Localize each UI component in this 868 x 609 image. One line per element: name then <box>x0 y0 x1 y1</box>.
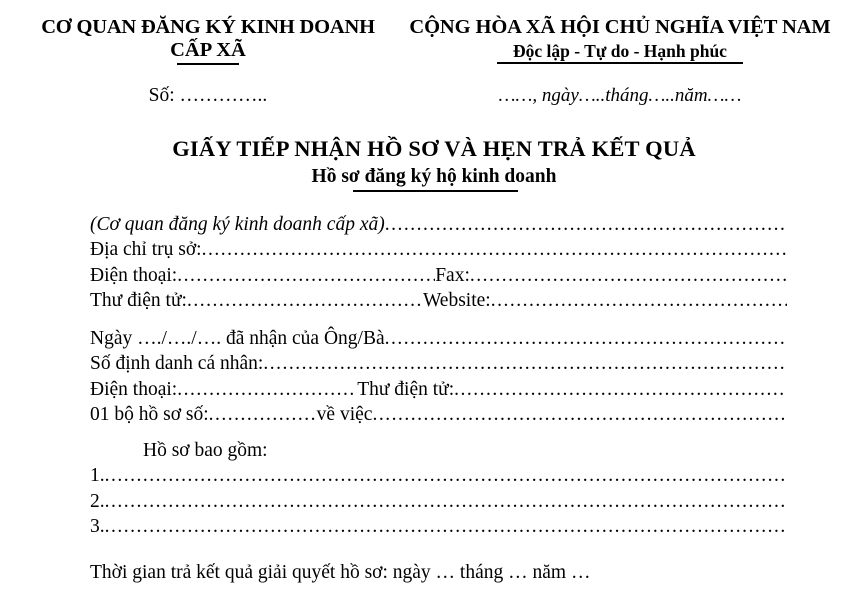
section-gap-2 <box>90 428 787 438</box>
form-body <box>0 212 868 540</box>
received-date-label[interactable]: Ngày …./…./…. đã nhận của Ông/Bà <box>90 327 385 349</box>
applicant-phone-label: Điện thoại: <box>90 378 178 400</box>
section-gap-3 <box>0 540 868 560</box>
phone-label: Điện thoại: <box>90 264 178 286</box>
agency-name-label: (Cơ quan đăng ký kinh doanh cấp xã) <box>90 213 385 235</box>
email-website-row <box>90 288 787 314</box>
contents-item-row <box>90 489 787 515</box>
personal-id-row <box>90 351 787 377</box>
contents-item-input[interactable] <box>105 514 787 540</box>
document-title: GIẤY TIẾP NHẬN HỒ SƠ VÀ HẸN TRẢ KẾT QUẢ <box>172 135 696 161</box>
document-number-field[interactable]: Số: ………….. <box>148 84 268 106</box>
issuing-agency-line1: CƠ QUAN ĐĂNG KÝ KINH DOANH <box>41 16 375 38</box>
national-motto-underline-wrap <box>396 62 844 64</box>
issuing-agency-line2: CẤP XÃ <box>170 38 246 61</box>
address-row <box>90 237 787 263</box>
document-subtitle-underline-wrap <box>0 190 868 192</box>
document-date-field[interactable]: ……, ngày…..tháng…..năm…… <box>498 84 742 106</box>
dossier-number-input[interactable] <box>209 402 317 428</box>
contents-item-row <box>90 463 787 489</box>
dossier-label: 01 bộ hồ sơ số: <box>90 404 209 426</box>
applicant-phone-input[interactable] <box>177 377 357 403</box>
address-label: Địa chỉ trụ sở: <box>90 239 202 261</box>
applicant-contact-row <box>90 377 787 403</box>
contents-item-number: 3. <box>90 516 105 538</box>
website-input[interactable] <box>491 288 787 314</box>
email-label: Thư điện tử: <box>90 290 187 312</box>
phone-input[interactable] <box>177 263 435 289</box>
document-subtitle: Hồ sơ đăng ký hộ kinh doanh <box>311 165 557 187</box>
issuing-agency-underline-wrap <box>22 63 394 65</box>
contents-label: Hồ sơ bao gồm: <box>143 439 268 461</box>
national-title-line1: CỘNG HÒA XÃ HỘI CHỦ NGHĨA VIỆT NAM <box>409 16 831 38</box>
subject-label: về việc <box>316 404 373 426</box>
document-meta-row <box>0 85 868 107</box>
document-header <box>0 0 868 65</box>
personal-id-input[interactable] <box>263 351 787 377</box>
applicant-name-input[interactable] <box>385 326 787 352</box>
dossier-row <box>90 402 787 428</box>
national-motto: Độc lập - Tự do - Hạnh phúc <box>513 40 727 61</box>
contents-item-input[interactable] <box>105 489 787 515</box>
contents-item-number: 2. <box>90 490 105 512</box>
national-motto-underline <box>497 62 743 64</box>
fax-input[interactable] <box>470 263 787 289</box>
phone-fax-row <box>90 263 787 289</box>
fax-label: Fax: <box>435 264 470 286</box>
subject-input[interactable] <box>372 402 787 428</box>
header-right-block <box>396 16 844 64</box>
contents-heading-row <box>90 438 787 464</box>
issuing-agency-underline <box>177 63 239 65</box>
received-date-row <box>90 326 787 352</box>
agency-name-input[interactable] <box>385 212 787 238</box>
result-time-line[interactable]: Thời gian trả kết quả giải quyết hồ sơ: ngày … tháng … năm … <box>90 561 591 583</box>
personal-id-label: Số định danh cá nhân: <box>90 353 264 375</box>
applicant-email-input[interactable] <box>454 377 787 403</box>
section-gap-1 <box>90 314 787 326</box>
contents-item-input[interactable] <box>105 463 787 489</box>
header-left-block <box>22 16 394 65</box>
agency-name-row <box>90 212 787 238</box>
applicant-email-label: Thư điện tử: <box>357 378 455 400</box>
email-input[interactable] <box>187 288 423 314</box>
address-input[interactable] <box>202 237 787 263</box>
website-label: Website: <box>422 290 491 312</box>
contents-item-row <box>90 514 787 540</box>
contents-item-number: 1. <box>90 465 105 487</box>
document-subtitle-underline <box>353 190 518 192</box>
